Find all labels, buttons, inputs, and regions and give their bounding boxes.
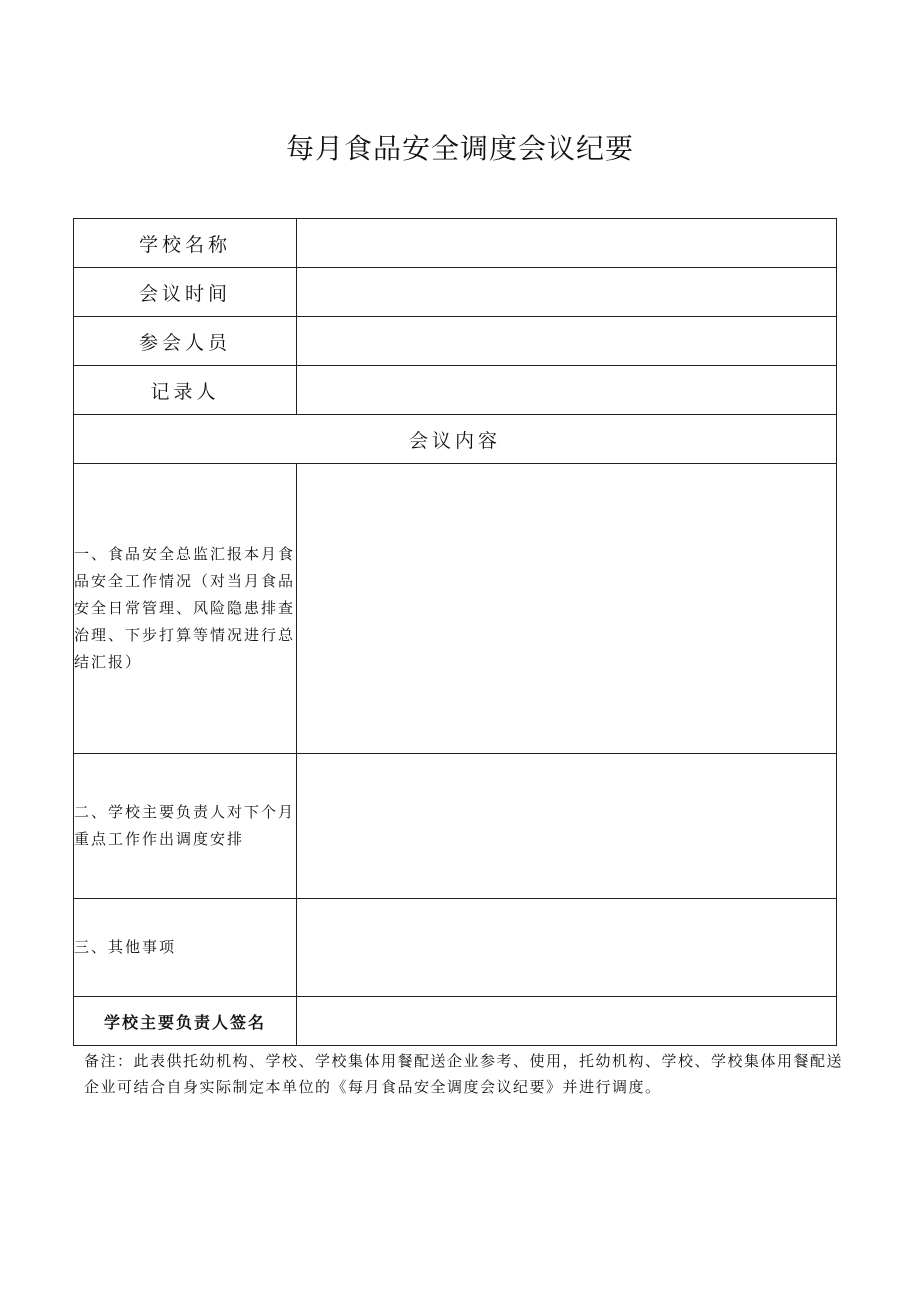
item-row-3 bbox=[74, 899, 837, 997]
document-title: 每月食品安全调度会议纪要 bbox=[285, 132, 634, 165]
item-field-2[interactable] bbox=[297, 754, 837, 899]
attendees-row bbox=[74, 317, 837, 366]
signature-label: 学校主要负责人签名 bbox=[74, 997, 297, 1046]
signature-row bbox=[74, 997, 837, 1046]
signature-field[interactable] bbox=[297, 997, 837, 1046]
meeting-time-label: 会议时间 bbox=[74, 268, 297, 317]
item-label-3: 三、其他事项 bbox=[74, 899, 297, 997]
recorder-field[interactable] bbox=[297, 366, 837, 415]
content-section-header: 会议内容 bbox=[74, 415, 837, 464]
meeting-time-field[interactable] bbox=[297, 268, 837, 317]
meeting-time-row bbox=[74, 268, 837, 317]
item-row-2 bbox=[74, 754, 837, 899]
school-name-field[interactable] bbox=[297, 219, 837, 268]
recorder-row bbox=[74, 366, 837, 415]
meeting-minutes-form bbox=[73, 218, 837, 1046]
attendees-label: 参会人员 bbox=[74, 317, 297, 366]
item-field-1[interactable] bbox=[297, 464, 837, 754]
content-header-row bbox=[74, 415, 837, 464]
school-name-label: 学校名称 bbox=[74, 219, 297, 268]
recorder-label: 记录人 bbox=[74, 366, 297, 415]
item-row-1 bbox=[74, 464, 837, 754]
item-label-2: 二、学校主要负责人对下个月重点工作作出调度安排 bbox=[74, 754, 297, 899]
footnote: 备注：此表供托幼机构、学校、学校集体用餐配送企业参考、使用，托幼机构、学校、学校集体用餐配送企业可结合自身实际制定本单位的《每月食品安全调度会议纪要》并进行调度。 bbox=[84, 1052, 844, 1096]
item-label-1: 一、食品安全总监汇报本月食品安全工作情况（对当月食品安全日常管理、风险隐患排查治理、下步打算等情况进行总结汇报） bbox=[74, 464, 297, 754]
item-field-3[interactable] bbox=[297, 899, 837, 997]
school-name-row bbox=[74, 219, 837, 268]
attendees-field[interactable] bbox=[297, 317, 837, 366]
